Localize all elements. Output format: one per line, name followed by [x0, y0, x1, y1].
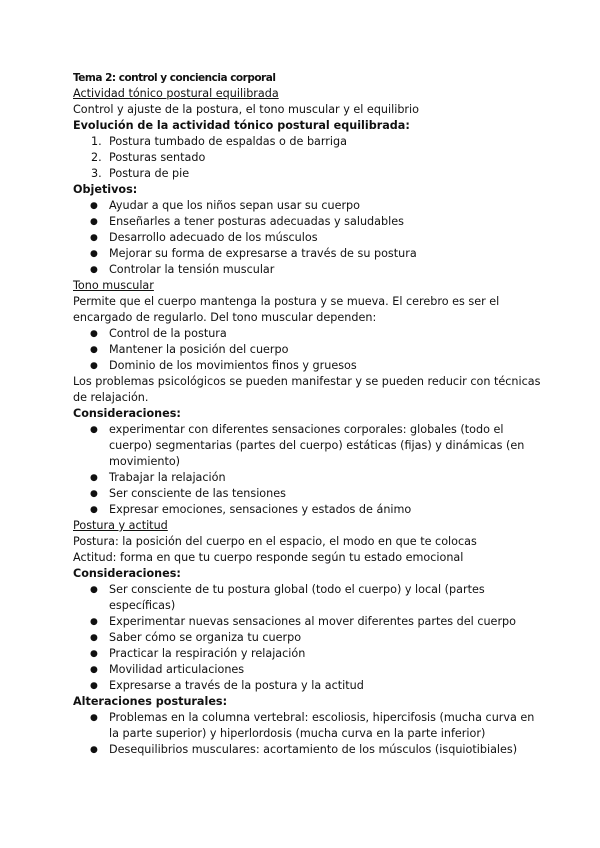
- paragraph: Los problemas psicológicos se pueden manifestar y se pueden reducir con técnicas de relajación.: [73, 375, 541, 404]
- bullet-item-text: Experimentar nuevas sensaciones al mover diferentes partes del cuerpo: [109, 615, 516, 628]
- bullet-icon: ●: [90, 425, 98, 435]
- bullet-item-text: Desequilibrios musculares: acortamiento de los músculos (isquiotibiales): [109, 743, 518, 756]
- subheading-consideraciones: Consideraciones:: [73, 407, 181, 420]
- bullet-item: [73, 662, 543, 678]
- bullet-item-text: Expresarse a través de la postura y la actitud: [109, 679, 364, 692]
- text-line: Actitud: forma en que tu cuerpo responde según tu estado emocional: [73, 551, 464, 564]
- bullet-item: [73, 470, 543, 486]
- document-page: [73, 70, 543, 758]
- bullet-icon: ●: [90, 745, 98, 755]
- numbered-item-text: Postura de pie: [109, 167, 190, 180]
- bullet-item-text: Movilidad articulaciones: [109, 663, 245, 676]
- bullet-item: [73, 630, 543, 646]
- subheading-alteraciones: Alteraciones posturales:: [73, 695, 228, 708]
- bullet-icon: ●: [90, 329, 98, 339]
- bullet-icon: ●: [90, 617, 98, 627]
- bullet-icon: ●: [90, 665, 98, 675]
- bullet-item-text: Mantener la posición del cuerpo: [109, 343, 289, 356]
- bullet-icon: ●: [90, 361, 98, 371]
- bullet-item-text: Ser consciente de las tensiones: [109, 487, 286, 500]
- bullet-item: [73, 710, 543, 742]
- numbered-item: [73, 134, 543, 150]
- section-heading-postura: Postura y actitud: [73, 519, 168, 532]
- bullet-item: [73, 214, 543, 230]
- bullet-icon: ●: [90, 233, 98, 243]
- bullet-item-text: Practicar la respiración y relajación: [109, 647, 306, 660]
- bullet-icon: ●: [90, 505, 98, 515]
- bullet-item: [73, 246, 543, 262]
- bullet-item-text: Expresar emociones, sensaciones y estados de ánimo: [109, 503, 412, 516]
- bullet-icon: ●: [90, 473, 98, 483]
- bullet-item-text: Control de la postura: [109, 327, 227, 340]
- bullet-item: [73, 230, 543, 246]
- section-heading-actividad: Actividad tónico postural equilibrada: [73, 87, 279, 100]
- bullet-item: [73, 486, 543, 502]
- bullet-icon: ●: [90, 649, 98, 659]
- bullet-item-text: Saber cómo se organiza tu cuerpo: [109, 631, 302, 644]
- paragraph: Permite que el cuerpo mantenga la postura y se mueva. El cerebro es ser el encargado de regularlo. Del tono muscular dependen:: [73, 295, 500, 324]
- bullet-icon: ●: [90, 681, 98, 691]
- bullet-item: [73, 262, 543, 278]
- numbered-item: [73, 150, 543, 166]
- bullet-item-text: Controlar la tensión muscular: [109, 263, 275, 276]
- bullet-item: [73, 582, 543, 614]
- bullet-item: [73, 326, 543, 342]
- bullet-icon: ●: [90, 489, 98, 499]
- list-number: 2.: [91, 151, 102, 164]
- numbered-item: [73, 166, 543, 182]
- subheading-objetivos: Objetivos:: [73, 183, 138, 196]
- page-title: Tema 2: control y conciencia corporal: [73, 72, 276, 84]
- subheading-consideraciones: Consideraciones:: [73, 567, 181, 580]
- bullet-item: [73, 646, 543, 662]
- bullet-item: [73, 742, 543, 758]
- text-line: Postura: la posición del cuerpo en el espacio, el modo en que te colocas: [73, 535, 477, 548]
- bullet-item: [73, 502, 543, 518]
- bullet-item-text: Trabajar la relajación: [109, 471, 226, 484]
- numbered-item-text: Posturas sentado: [109, 151, 206, 164]
- bullet-item: [73, 342, 543, 358]
- numbered-item-text: Postura tumbado de espaldas o de barriga: [109, 135, 347, 148]
- bullet-item: [73, 678, 543, 694]
- bullet-icon: ●: [90, 249, 98, 259]
- bullet-item: [73, 358, 543, 374]
- section-heading-tono: Tono muscular: [73, 279, 154, 292]
- bullet-icon: ●: [90, 201, 98, 211]
- bullet-item-text: Mejorar su forma de expresarse a través de su postura: [109, 247, 417, 260]
- list-number: 3.: [91, 167, 102, 180]
- bullet-icon: ●: [90, 265, 98, 275]
- text-line: Control y ajuste de la postura, el tono muscular y el equilibrio: [73, 103, 419, 116]
- bullet-item: [73, 422, 543, 470]
- subheading-evolucion: Evolución de la actividad tónico postural equilibrada:: [73, 119, 410, 132]
- bullet-icon: ●: [90, 585, 98, 595]
- bullet-item-text: Ser consciente de tu postura global (todo el cuerpo) y local (partes específicas): [109, 583, 485, 612]
- bullet-icon: ●: [90, 345, 98, 355]
- bullet-item-text: Enseñarles a tener posturas adecuadas y saludables: [109, 215, 404, 228]
- bullet-icon: ●: [90, 217, 98, 227]
- bullet-item-text: experimentar con diferentes sensaciones corporales: globales (todo el cuerpo) segmentarias (partes del cuerpo) estáticas (fijas) y dinámicas (en movimiento): [109, 423, 525, 468]
- bullet-item-text: Desarrollo adecuado de los músculos: [109, 231, 318, 244]
- bullet-item-text: Dominio de los movimientos finos y gruesos: [109, 359, 357, 372]
- bullet-item-text: Problemas en la columna vertebral: escoliosis, hipercifosis (mucha curva en la parte superior) y hiperlordosis (mucha curva en la parte inferior): [109, 711, 535, 740]
- bullet-icon: ●: [90, 633, 98, 643]
- list-number: 1.: [91, 135, 102, 148]
- bullet-item: [73, 198, 543, 214]
- bullet-icon: ●: [90, 713, 98, 723]
- bullet-item: [73, 614, 543, 630]
- bullet-item-text: Ayudar a que los niños sepan usar su cuerpo: [109, 199, 361, 212]
